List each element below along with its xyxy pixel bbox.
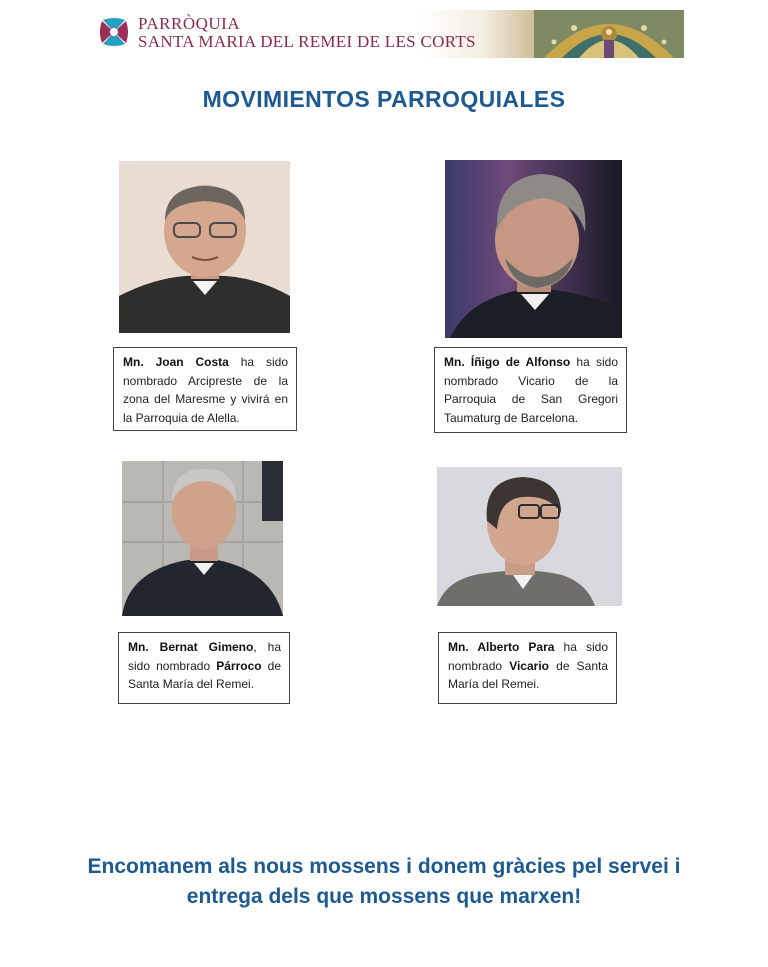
closing-message xyxy=(0,852,768,912)
priest-name: Mn. Alberto Para xyxy=(448,640,555,654)
role-label: Párroco xyxy=(216,658,262,673)
caption-text: ha sido nombrado Vicario de la Parroquia de San Gregori Taumaturg de Barcelona. xyxy=(444,355,619,425)
priest-photo-alberto-para xyxy=(437,467,622,606)
priest-photo-inigo-de-alfonso xyxy=(445,160,622,338)
caption-text: , ha sido nombrado xyxy=(128,640,281,673)
parish-banner xyxy=(94,10,684,58)
banner-parish-name: SANTA MARIA DEL REMEI DE LES CORTS xyxy=(138,32,476,51)
caption-alberto-para xyxy=(438,632,617,704)
closing-line-2: entrega dels que mossens que marxen! xyxy=(186,885,582,908)
caption-text: de Santa María del Remei. xyxy=(128,658,282,691)
closing-line-1: Encomanem als nous mossens i donem gràcies pel servei i xyxy=(87,855,681,878)
banner-parish-label: PARRÒQUIA xyxy=(138,14,241,33)
priest-name: Mn. Íñigo de Alfonso xyxy=(444,355,571,369)
role-label: Vicario xyxy=(509,658,549,673)
priest-photo-bernat-gimeno xyxy=(122,461,283,616)
priest-name: Mn. Joan Costa xyxy=(123,355,229,369)
priest-name: Mn. Bernat Gimeno xyxy=(128,640,254,654)
caption-text: ha sido nombrado xyxy=(448,640,608,673)
caption-text: ha sido nombrado Arcipreste de la zona del Maresme y vivirá en la Parroquia de Alella. xyxy=(123,355,288,425)
caption-bernat-gimeno xyxy=(118,632,290,704)
caption-text: de Santa María del Remei. xyxy=(448,658,608,691)
cross-logo-icon xyxy=(98,16,130,48)
caption-inigo-de-alfonso xyxy=(434,347,627,433)
caption-joan-costa xyxy=(113,347,297,431)
page-title: MOVIMIENTOS PARROQUIALES xyxy=(202,86,566,112)
mosaic-apse-image xyxy=(534,10,684,58)
priest-photo-joan-costa xyxy=(119,161,290,333)
